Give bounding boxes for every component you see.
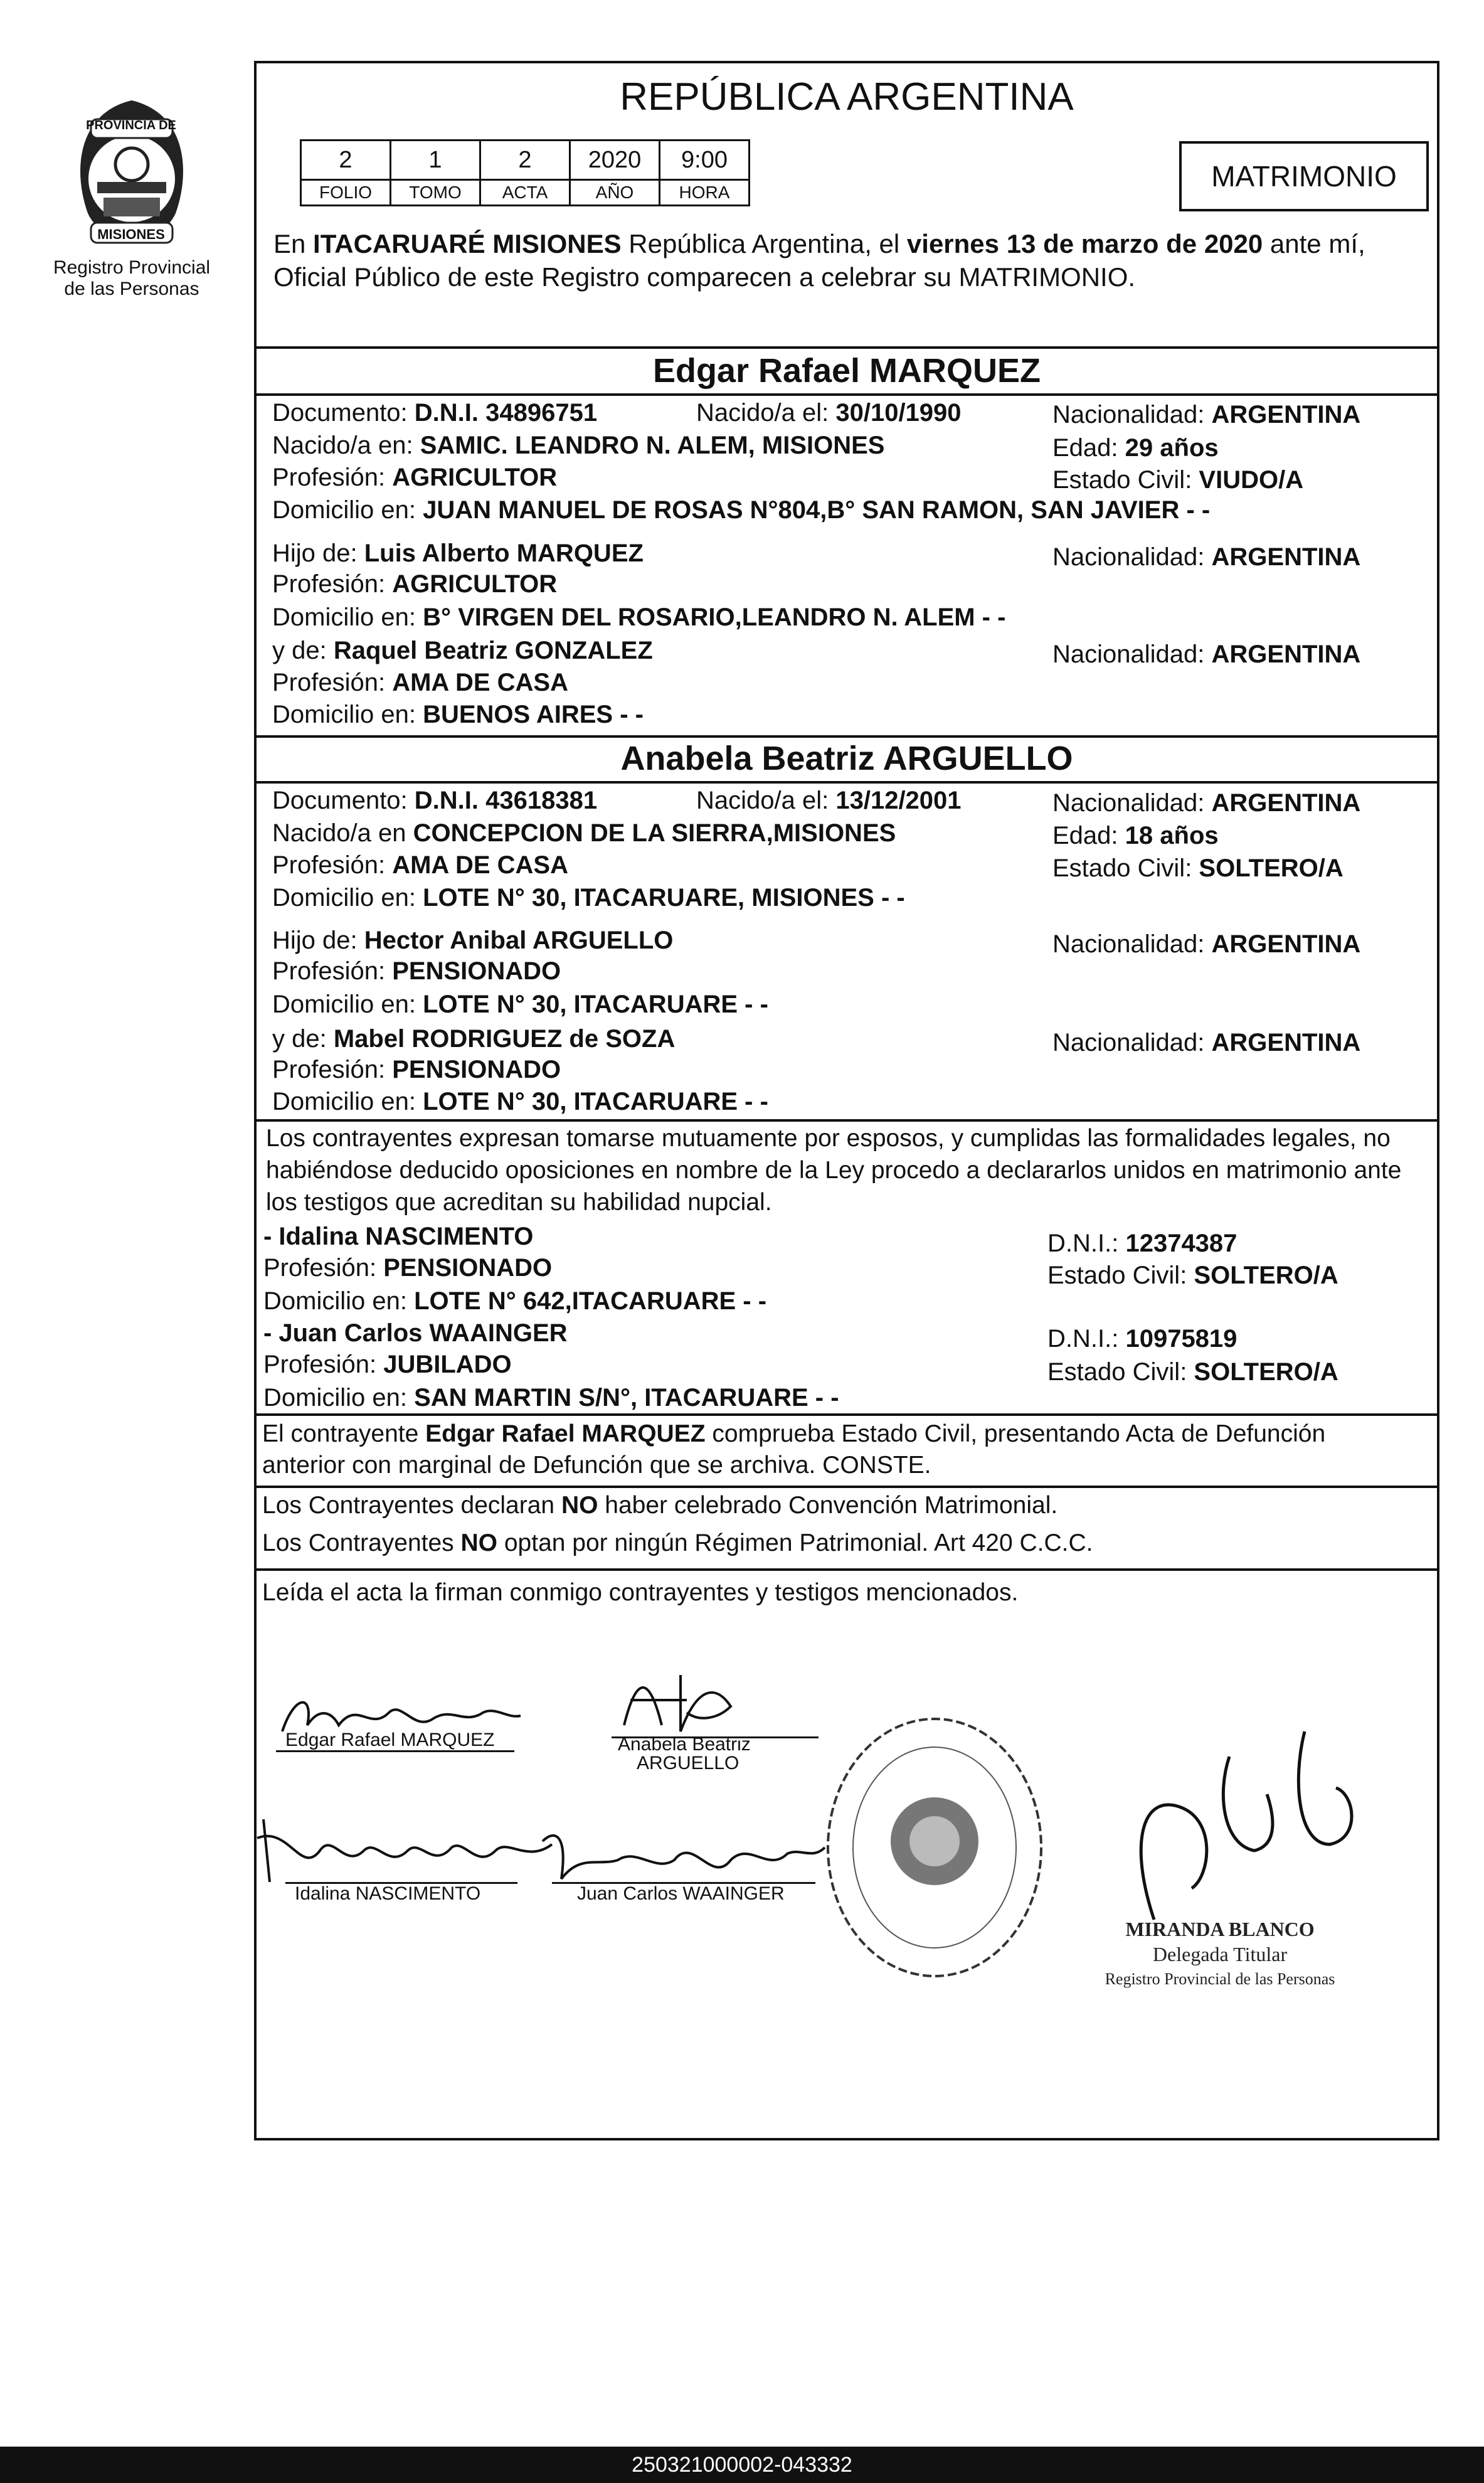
divider: [254, 1413, 1439, 1416]
bride-age: Edad: 18 años: [1052, 822, 1219, 849]
groom-father-address: Domicilio en: B° VIRGEN DEL ROSARIO,LEANDRO N. ALEM - -: [272, 603, 1006, 631]
witness1-dni: D.N.I.: 12374387: [1047, 1230, 1238, 1257]
intro-line2: Oficial Público de este Registro comparecen a celebrar su MATRIMONIO.: [273, 262, 1136, 292]
bride-name: Anabela Beatriz ARGUELLO: [620, 740, 1073, 777]
divider: [254, 393, 1439, 396]
acta-value: 2: [480, 141, 570, 180]
bride-father-address: Domicilio en: LOTE N° 30, ITACARUARE - -: [272, 991, 768, 1018]
groom-nationality: Nacionalidad: ARGENTINA: [1052, 401, 1361, 428]
groom-mother: y de: Raquel Beatriz GONZALEZ: [272, 637, 653, 664]
acta-label: ACTA: [480, 180, 570, 206]
civil-status-note-line2: anterior con marginal de Defunción que se archiva. CONSTE.: [262, 1452, 931, 1479]
groom-document: Documento: D.N.I. 34896751: [272, 399, 598, 427]
bride-civil-status: Estado Civil: SOLTERO/A: [1052, 854, 1344, 882]
closing-statement: Leída el acta la firman conmigo contrayentes y testigos mencionados.: [262, 1579, 1019, 1606]
groom-address: Domicilio en: JUAN MANUEL DE ROSAS N°804,B° SAN RAMON, SAN JAVIER - -: [272, 496, 1211, 524]
bride-birthdate: Nacido/a el: 13/12/2001: [696, 787, 962, 814]
bride-mother-nationality: Nacionalidad: ARGENTINA: [1052, 1029, 1361, 1056]
registry-table: [300, 139, 750, 206]
bride-birthplace: Nacido/a en CONCEPCION DE LA SIERRA,MISIONES: [272, 819, 896, 847]
groom-mother-nationality: Nacionalidad: ARGENTINA: [1052, 641, 1361, 668]
bride-mother: y de: Mabel RODRIGUEZ de SOZA: [272, 1025, 676, 1053]
divider: [254, 346, 1439, 349]
bride-mother-profession: Profesión: PENSIONADO: [272, 1056, 561, 1083]
folio-label: FOLIO: [301, 180, 391, 206]
groom-father: Hijo de: Luis Alberto MARQUEZ: [272, 540, 644, 567]
witness2-civil-status: Estado Civil: SOLTERO/A: [1047, 1358, 1338, 1386]
page-title: REPÚBLICA ARGENTINA: [620, 75, 1074, 119]
groom-father-nationality: Nacionalidad: ARGENTINA: [1052, 543, 1361, 571]
official-signature-icon: [1116, 1719, 1380, 1926]
groom-signature-name: Edgar Rafael MARQUEZ: [285, 1730, 495, 1750]
seal-text-bottom: MISIONES: [97, 226, 165, 242]
witness2-signature-icon: [530, 1822, 831, 1891]
witness1-signature-icon: [251, 1813, 564, 1888]
witness2-address: Domicilio en: SAN MARTIN S/N°, ITACARUARE - -: [263, 1384, 839, 1412]
anio-value: 2020: [570, 141, 660, 180]
bride-signature-name: [618, 1735, 751, 1773]
hora-value: 9:00: [660, 141, 750, 180]
bride-signature-name-line2: ARGUELLO: [637, 1753, 739, 1773]
seal-text-top: PROVINCIA DE: [86, 119, 176, 132]
witness1-profession: Profesión: PENSIONADO: [263, 1254, 553, 1282]
declaration-line3: los testigos que acreditan su habilidad nupcial.: [266, 1189, 772, 1216]
witness1-name: - Idalina NASCIMENTO: [263, 1223, 534, 1250]
witness2-name: - Juan Carlos WAAINGER: [263, 1319, 568, 1347]
groom-profession: Profesión: AGRICULTOR: [272, 464, 558, 491]
witness1-address: Domicilio en: LOTE N° 642,ITACARUARE - -: [263, 1287, 767, 1315]
groom-mother-address: Domicilio en: BUENOS AIRES - -: [272, 701, 644, 728]
official-stamp-text: MIRANDA BLANCO Delegada Titular Registro Provincial de las Personas: [1105, 1918, 1335, 1988]
convention-note: Los Contrayentes declaran NO haber celebrado Convención Matrimonial.: [262, 1492, 1058, 1519]
bride-father: Hijo de: Hector Anibal ARGUELLO: [272, 927, 674, 954]
witness2-profession: Profesión: JUBILADO: [263, 1351, 512, 1378]
bride-document: Documento: D.N.I. 43618381: [272, 787, 598, 814]
bride-mother-address: Domicilio en: LOTE N° 30, ITACARUARE - -: [272, 1088, 768, 1115]
bride-nationality: Nacionalidad: ARGENTINA: [1052, 789, 1361, 817]
declaration-line1: Los contrayentes expresan tomarse mutuamente por esposos, y cumplidas las formalidades legales, no: [266, 1125, 1391, 1152]
folio-value: 2: [301, 141, 391, 180]
groom-birthdate: Nacido/a el: 30/10/1990: [696, 399, 962, 427]
groom-age: Edad: 29 años: [1052, 434, 1219, 462]
groom-father-profession: Profesión: AGRICULTOR: [272, 570, 558, 598]
document-type-badge: MATRIMONIO: [1179, 141, 1429, 211]
witness2-dni: D.N.I.: 10975819: [1047, 1325, 1238, 1353]
registry-caption: [38, 257, 226, 300]
declaration-line2: habiéndose deducido oposiciones en nombre de la Ley procedo a declararlos unidos en matrimonio ante: [266, 1157, 1402, 1184]
divider: [254, 1119, 1439, 1122]
groom-name: Edgar Rafael MARQUEZ: [652, 352, 1041, 390]
groom-mother-profession: Profesión: AMA DE CASA: [272, 669, 568, 696]
intro-line1: En ITACARUARÉ MISIONES República Argentina, el viernes 13 de marzo de 2020 ante mí,: [273, 229, 1365, 258]
hora-label: HORA: [660, 180, 750, 206]
witness1-civil-status: Estado Civil: SOLTERO/A: [1047, 1262, 1338, 1289]
divider: [254, 1568, 1439, 1571]
footer-code: 250321000002-043332: [0, 2447, 1484, 2483]
witness2-signature-name: Juan Carlos WAAINGER: [577, 1883, 785, 1904]
divider: [254, 1486, 1439, 1488]
bride-signature-icon: [612, 1662, 750, 1738]
bride-address: Domicilio en: LOTE N° 30, ITACARUARE, MISIONES - -: [272, 884, 905, 912]
bride-signature-name-line1: Anabela Beatriz: [618, 1734, 751, 1755]
groom-birthplace: Nacido/a en: SAMIC. LEANDRO N. ALEM, MISIONES: [272, 432, 885, 459]
regime-note: Los Contrayentes NO optan por ningún Régimen Patrimonial. Art 420 C.C.C.: [262, 1529, 1093, 1556]
anio-label: AÑO: [570, 180, 660, 206]
witness1-signature-name: Idalina NASCIMENTO: [295, 1883, 481, 1904]
bride-profession: Profesión: AMA DE CASA: [272, 851, 568, 879]
registry-caption-line2: de las Personas: [64, 279, 199, 299]
registry-stamp-icon: [815, 1706, 1054, 1989]
bride-father-profession: Profesión: PENSIONADO: [272, 957, 561, 985]
tomo-value: 1: [391, 141, 480, 180]
civil-status-note-line1: El contrayente Edgar Rafael MARQUEZ comprueba Estado Civil, presentando Acta de Defunción: [262, 1420, 1326, 1447]
bride-father-nationality: Nacionalidad: ARGENTINA: [1052, 930, 1361, 958]
tomo-label: TOMO: [391, 180, 480, 206]
groom-civil-status: Estado Civil: VIUDO/A: [1052, 466, 1304, 494]
registry-caption-line1: Registro Provincial: [53, 257, 211, 278]
divider: [254, 735, 1439, 738]
divider: [254, 781, 1439, 784]
